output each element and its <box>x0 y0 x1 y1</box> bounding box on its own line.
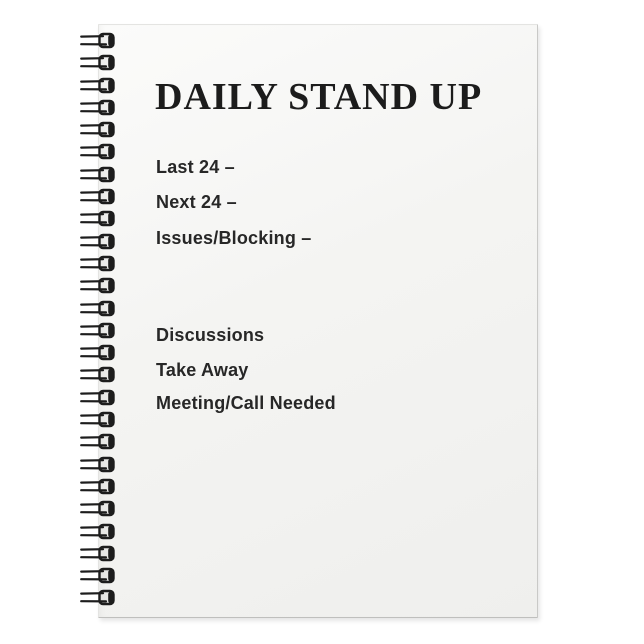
notebook-page <box>98 24 538 618</box>
line-meeting-call-needed: Meeting/Call Needed <box>156 393 336 413</box>
spiral-wire-coil-icon <box>80 277 118 294</box>
spiral-wire-coil-icon <box>80 411 118 428</box>
spiral-wire-coil-icon <box>80 121 118 138</box>
spiral-wire-coil-icon <box>80 32 118 49</box>
spiral-wire-coil-icon <box>80 99 118 116</box>
spiral-wire-coil-icon <box>80 389 118 406</box>
spiral-wire-coil-icon <box>80 433 118 450</box>
spiral-wire-coil-icon <box>80 143 118 160</box>
spiral-wire-coil-icon <box>80 478 118 495</box>
spiral-wire-coil-icon <box>80 300 118 317</box>
spiral-wire-coil-icon <box>80 188 118 205</box>
spiral-binding <box>80 32 118 606</box>
page-title: DAILY STAND UP <box>155 76 483 118</box>
spiral-wire-coil-icon <box>80 233 118 250</box>
spiral-wire-coil-icon <box>80 322 118 339</box>
spiral-wire-coil-icon <box>80 54 118 71</box>
line-take-away: Take Away <box>156 360 249 380</box>
spiral-wire-coil-icon <box>80 589 118 606</box>
line-last-24: Last 24 – <box>156 157 235 177</box>
spiral-wire-coil-icon <box>80 545 118 562</box>
spiral-wire-coil-icon <box>80 456 118 473</box>
line-discussions: Discussions <box>156 325 265 345</box>
line-issues-blocking: Issues/Blocking – <box>156 228 312 248</box>
spiral-wire-coil-icon <box>80 166 118 183</box>
spiral-wire-coil-icon <box>80 500 118 517</box>
spiral-wire-coil-icon <box>80 77 118 94</box>
spiral-wire-coil-icon <box>80 344 118 361</box>
spiral-wire-coil-icon <box>80 210 118 227</box>
line-next-24: Next 24 – <box>156 192 237 212</box>
spiral-wire-coil-icon <box>80 523 118 540</box>
spiral-wire-coil-icon <box>80 366 118 383</box>
spiral-wire-coil-icon <box>80 567 118 584</box>
spiral-wire-coil-icon <box>80 255 118 272</box>
